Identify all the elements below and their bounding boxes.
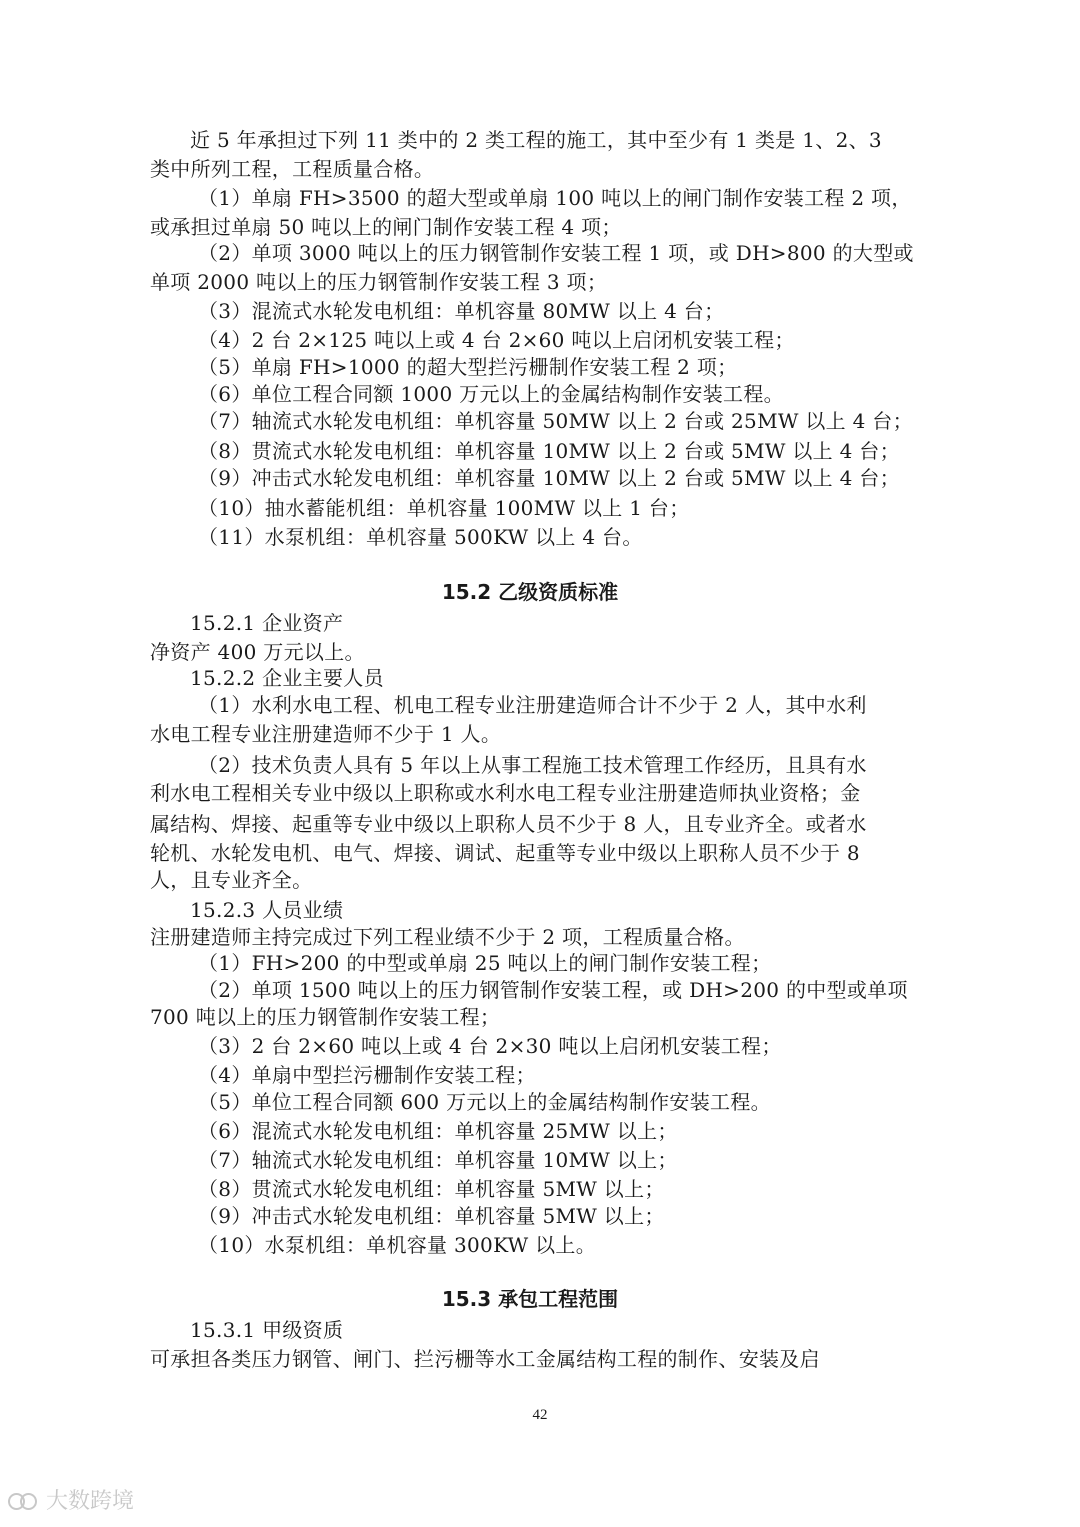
watermark	[8, 1484, 134, 1515]
text-line: 类中所列工程，工程质量合格。	[150, 157, 435, 181]
text-line: 轮机、水轮发电机、电气、焊接、调试、起重等专业中级以上职称人员不少于 8	[150, 841, 860, 865]
watermark-text: 大数跨境	[46, 1489, 135, 1514]
subsection-heading: 15.2.3 人员业绩	[190, 898, 344, 922]
subsection-heading: 15.2.2 企业主要人员	[190, 666, 384, 690]
watermark-logo-icon	[8, 1491, 40, 1509]
text-line: （6）混流式水轮发电机组：单机容量 25MW 以上；	[198, 1119, 678, 1143]
text-line: 单项 2000 吨以上的压力钢管制作安装工程 3 项；	[150, 270, 608, 294]
section-heading: 15.2 乙级资质标准	[441, 580, 619, 604]
text-line: （10）抽水蓄能机组：单机容量 100MW 以上 1 台；	[198, 496, 690, 520]
text-line: （3）2 台 2×60 吨以上或 4 台 2×30 吨以上启闭机安装工程；	[198, 1034, 782, 1058]
text-line: （9）冲击式水轮发电机组：单机容量 5MW 以上；	[198, 1204, 665, 1228]
text-line: （4）2 台 2×125 吨以上或 4 台 2×60 吨以上启闭机安装工程；	[198, 328, 795, 352]
text-line: 人，且专业齐全。	[150, 868, 313, 892]
subsection-heading: 15.3.1 甲级资质	[190, 1318, 344, 1342]
text-line: （4）单扇中型拦污栅制作安装工程；	[198, 1063, 536, 1087]
text-line: （1）FH>200 的中型或单扇 25 吨以上的闸门制作安装工程；	[198, 951, 772, 975]
text-line: （5）单扇 FH>1000 的超大型拦污栅制作安装工程 2 项；	[198, 355, 738, 379]
text-line: （11）水泵机组：单机容量 500KW 以上 4 台。	[198, 525, 643, 549]
text-line: （10）水泵机组：单机容量 300KW 以上。	[198, 1233, 597, 1257]
subsection-heading: 15.2.1 企业资产	[190, 611, 344, 635]
text-line: （3）混流式水轮发电机组：单机容量 80MW 以上 4 台；	[198, 299, 725, 323]
section-heading: 15.3 承包工程范围	[441, 1287, 619, 1311]
text-line: 可承担各类压力钢管、闸门、拦污栅等水工金属结构工程的制作、安装及启	[150, 1347, 820, 1371]
text-line: 近 5 年承担过下列 11 类中的 2 类工程的施工，其中至少有 1 类是 1、2、3	[190, 128, 882, 152]
text-line: （5）单位工程合同额 600 万元以上的金属结构制作安装工程。	[198, 1090, 771, 1114]
text-line: 利水电工程相关专业中级以上职称或水利水电工程专业注册建造师执业资格；金	[150, 781, 861, 805]
page-number: 42	[532, 1407, 548, 1423]
text-line: （7）轴流式水轮发电机组：单机容量 50MW 以上 2 台或 25MW 以上 4 台；	[198, 409, 913, 433]
text-line: （2）技术负责人具有 5 年以上从事工程施工技术管理工作经历，且具有水	[198, 753, 867, 777]
text-line: （1）单扇 FH>3500 的超大型或单扇 100 吨以上的闸门制作安装工程 2 项，	[198, 186, 912, 210]
text-line: （7）轴流式水轮发电机组：单机容量 10MW 以上；	[198, 1148, 678, 1172]
text-line: 700 吨以上的压力钢管制作安装工程；	[150, 1005, 501, 1029]
text-line: （8）贯流式水轮发电机组：单机容量 5MW 以上；	[198, 1177, 665, 1201]
text-line: （8）贯流式水轮发电机组：单机容量 10MW 以上 2 台或 5MW 以上 4 台；	[198, 439, 900, 463]
text-line: 或承担过单扇 50 吨以上的闸门制作安装工程 4 项；	[150, 215, 622, 239]
text-line: （2）单项 1500 吨以上的压力钢管制作安装工程，或 DH>200 的中型或单项	[198, 978, 908, 1002]
text-line: （6）单位工程合同额 1000 万元以上的金属结构制作安装工程。	[198, 382, 784, 406]
text-line: 水电工程专业注册建造师不少于 1 人。	[150, 722, 502, 746]
text-line: 净资产 400 万元以上。	[150, 640, 365, 664]
text-line: （9）冲击式水轮发电机组：单机容量 10MW 以上 2 台或 5MW 以上 4 台；	[198, 466, 900, 490]
text-line: 属结构、焊接、起重等专业中级以上职称人员不少于 8 人，且专业齐全。或者水	[150, 812, 867, 836]
text-line: 注册建造师主持完成过下列工程业绩不少于 2 项，工程质量合格。	[150, 925, 745, 949]
text-line: （1）水利水电工程、机电工程专业注册建造师合计不少于 2 人，其中水利	[198, 693, 867, 717]
text-line: （2）单项 3000 吨以上的压力钢管制作安装工程 1 项，或 DH>800 的大型或	[198, 241, 914, 265]
